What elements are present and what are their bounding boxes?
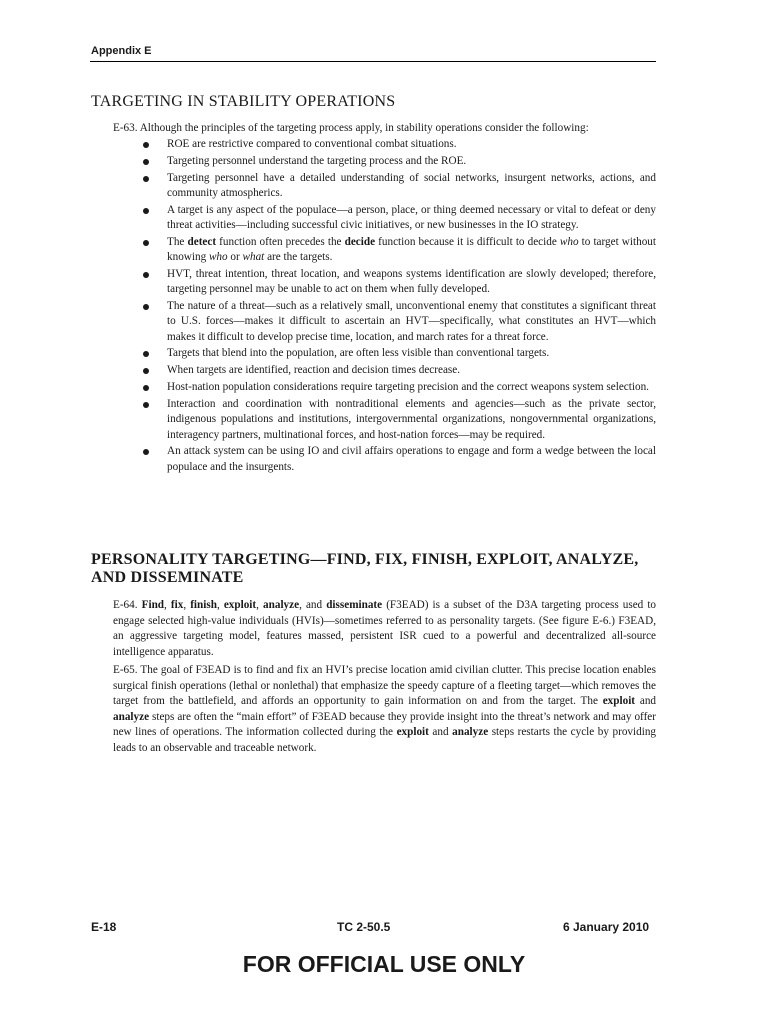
section-heading-targeting-stability: TARGETING IN STABILITY OPERATIONS bbox=[91, 93, 396, 110]
bullet-icon bbox=[143, 368, 149, 374]
section-heading-personality-targeting: PERSONALITY TARGETING—FIND, FIX, FINISH, EXPLOIT, ANALYZE, AND DISSEMINATE bbox=[91, 551, 639, 586]
bullet-icon bbox=[143, 176, 149, 182]
paragraph-e65: E-65. The goal of F3EAD is to find and fix an HVI’s precise location amid civilian clutter. This precise location enables surgical finish operations (lethal or nonlethal) that emphasize the speedy capture of a fleeting target—which removes the target from the battlefield, and affords an opportunity to gain information on and from the target. The exploit and analyze steps are often the “main effort” of F3EAD because they provide insight into the threat’s network and may offer new lines of operations. The information collected during the exploit and analyze steps restarts the cycle by providing leads to an observable and traceable network. bbox=[113, 664, 657, 754]
classification-marking: FOR OFFICIAL USE ONLY bbox=[242, 951, 526, 977]
list-item: ROE are restrictive compared to conventional combat situations. bbox=[140, 137, 656, 152]
footer-page-number: E-18 bbox=[91, 920, 117, 934]
bullet-icon bbox=[143, 142, 149, 148]
bullet-icon bbox=[143, 159, 149, 165]
paragraph-e64: E-64. Find, fix, finish, exploit, analyze, and disseminate (F3EAD) is a subset of the D3A targeting process used to engage selected high-value individuals (HVIs)—sometimes referred to as personality targets. (See figure E-6.) F3EAD, an aggressive targeting model, features massed, persistent ISR cued to a powerful and decentralized all-source intelligence apparatus. bbox=[113, 599, 657, 658]
list-item: Interaction and coordination with nontraditional elements and agencies—such as the private sector, indigenous populations and institutions, intergovernmental organizations, nongovernmental organizations, interagency partners, multinational forces, and host-nation forces—may be required. bbox=[140, 397, 656, 443]
bullet-icon bbox=[143, 304, 149, 310]
list-item: Targets that blend into the population, are often less visible than conventional targets. bbox=[140, 346, 656, 361]
bullet-icon bbox=[143, 240, 149, 246]
list-item: The detect function often precedes the decide function because it is difficult to decide who to target without knowing who or what are the targets. bbox=[140, 235, 656, 265]
running-header: Appendix E bbox=[91, 45, 152, 57]
list-item: Targeting personnel understand the targeting process and the ROE. bbox=[140, 154, 656, 169]
list-item: An attack system can be using IO and civil affairs operations to engage and form a wedge between the local populace and the insurgents. bbox=[140, 444, 656, 474]
bullet-icon bbox=[143, 385, 149, 391]
list-item: When targets are identified, reaction and decision times decrease. bbox=[140, 363, 656, 378]
footer-document-id: TC 2-50.5 bbox=[337, 920, 391, 934]
list-item: Host-nation population considerations require targeting precision and the correct weapons system selection. bbox=[140, 380, 656, 395]
bullet-icon bbox=[143, 272, 149, 278]
bullet-list-e63 bbox=[140, 137, 656, 477]
bullet-icon bbox=[143, 402, 149, 408]
list-item: A target is any aspect of the populace—a person, place, or thing deemed necessary or vital to defeat or deny threat activities—including successful civic initiatives, or new businesses in the IO strategy. bbox=[140, 203, 656, 233]
paragraph-e63-intro: E-63. Although the principles of the targeting process apply, in stability operations consider the following: bbox=[113, 122, 589, 134]
list-item: Targeting personnel have a detailed understanding of social networks, insurgent networks, actions, and community atmospherics. bbox=[140, 171, 656, 201]
bullet-icon bbox=[143, 208, 149, 214]
bullet-icon bbox=[143, 449, 149, 455]
bullet-icon bbox=[143, 351, 149, 357]
header-rule bbox=[90, 61, 656, 62]
footer-date: 6 January 2010 bbox=[563, 920, 650, 934]
list-item: HVT, threat intention, threat location, and weapons systems identification are slowly developed; therefore, targeting personnel may be unable to act on them when fully developed. bbox=[140, 267, 656, 297]
list-item: The nature of a threat—such as a relatively small, unconventional enemy that constitutes a significant threat to U.S. forces—makes it difficult to ascertain an HVT—specifically, what constitutes an HVT—which makes it difficult to develop precise time, location, and march rates for a threat force. bbox=[140, 299, 656, 345]
